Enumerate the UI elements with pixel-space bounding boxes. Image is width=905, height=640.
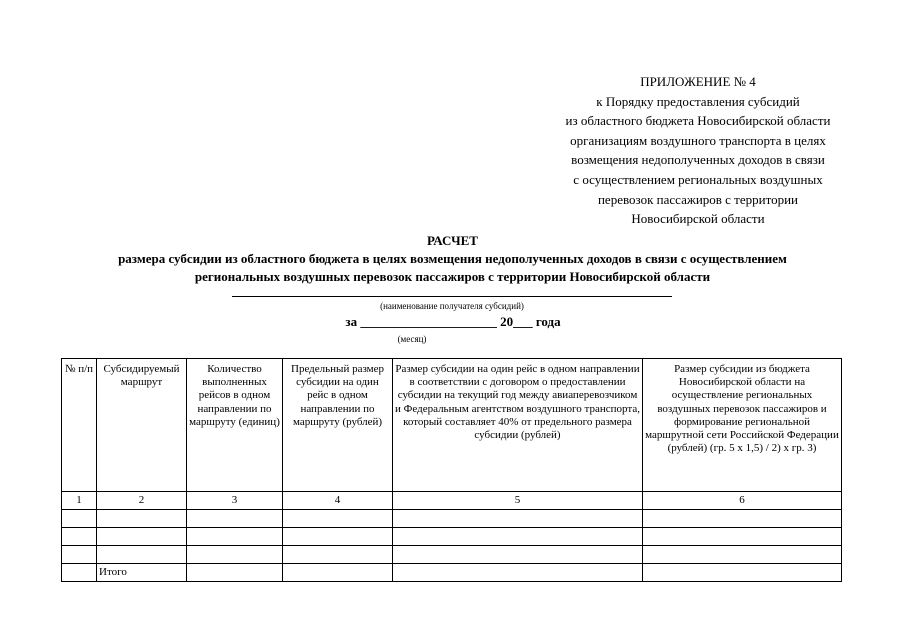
table-cell[interactable] xyxy=(643,510,842,528)
table-cell[interactable] xyxy=(283,546,393,564)
column-number: 2 xyxy=(97,492,187,510)
table-row xyxy=(62,546,842,564)
header-flights-count: Количество выполненных рейсов в одном направлении по маршруту (единиц) xyxy=(187,359,283,492)
appendix-line: из областного бюджета Новосибирской области xyxy=(565,113,831,129)
table-cell[interactable] xyxy=(393,564,643,582)
column-number: 3 xyxy=(187,492,283,510)
document-subtitle-line2: региональных воздушных перевозок пассажиров с территории Новосибирской области xyxy=(194,269,711,284)
header-max-subsidy: Предельный размер субсидии на один рейс в одном направлении по маршруту (рублей) xyxy=(283,359,393,492)
appendix-line: перевозок пассажиров с территории xyxy=(597,191,799,207)
document-subtitle-line1: размера субсидии из областного бюджета в целях возмещения недополученных доходов в связи с осуществлением xyxy=(118,251,787,266)
table-cell[interactable] xyxy=(283,528,393,546)
table-cell[interactable] xyxy=(283,510,393,528)
document-title: РАСЧЕТ xyxy=(427,233,478,248)
recipient-name-line[interactable] xyxy=(232,296,672,297)
column-number: 6 xyxy=(643,492,842,510)
total-label: Итого xyxy=(97,564,187,582)
table-cell[interactable] xyxy=(187,564,283,582)
calculation-table xyxy=(61,358,842,582)
table-row xyxy=(62,528,842,546)
table-cell[interactable] xyxy=(283,564,393,582)
table-cell[interactable] xyxy=(643,528,842,546)
recipient-caption: (наименование получателя субсидий) xyxy=(380,301,524,311)
header-row-number: № п/п xyxy=(62,359,97,492)
header-regional-subsidy: Размер субсидии из бюджета Новосибирской области на осуществление региональных воздушных перевозок пассажиров и формирование региональной маршрутной сети Российской Федерации (рублей) (гр. 5 х 1,5) / 2) х гр. 3) xyxy=(643,359,842,492)
header-contract-subsidy: Размер субсидии на один рейс в одном направлении в соответствии с договором о предоставлении субсидии на текущий год между авиаперевозчиком и Федеральным агентством воздушного транспорта, который составляет 40% от предельного размера субсидии (рублей) xyxy=(393,359,643,492)
month-caption: (месяц) xyxy=(397,334,427,344)
appendix-title: ПРИЛОЖЕНИЕ № 4 xyxy=(640,74,756,89)
period-line: за _____________________ 20___ года xyxy=(345,314,561,329)
table-cell[interactable] xyxy=(62,510,97,528)
table-cell[interactable] xyxy=(62,564,97,582)
appendix-block xyxy=(540,72,856,229)
table-cell[interactable] xyxy=(187,546,283,564)
appendix-line: к Порядку предоставления субсидий xyxy=(596,93,800,109)
header-route: Субсидируемый маршрут xyxy=(97,359,187,492)
table-cell[interactable] xyxy=(187,510,283,528)
column-number: 4 xyxy=(283,492,393,510)
column-number: 5 xyxy=(393,492,643,510)
table-row xyxy=(62,510,842,528)
table-cell[interactable] xyxy=(62,528,97,546)
column-number: 1 xyxy=(62,492,97,510)
table-cell[interactable] xyxy=(62,546,97,564)
total-row xyxy=(62,564,842,582)
table-header-row xyxy=(62,359,842,492)
appendix-line: организациям воздушного транспорта в целях xyxy=(570,132,826,148)
table-cell[interactable] xyxy=(97,546,187,564)
table-cell[interactable] xyxy=(187,528,283,546)
document-heading xyxy=(40,232,865,286)
appendix-line: с осуществлением региональных воздушных xyxy=(573,171,823,187)
table-cell[interactable] xyxy=(643,564,842,582)
appendix-line: возмещения недополученных доходов в связи xyxy=(571,152,825,168)
table-cell[interactable] xyxy=(393,510,643,528)
table-cell[interactable] xyxy=(97,528,187,546)
appendix-line: Новосибирской области xyxy=(631,211,765,227)
table-cell[interactable] xyxy=(393,528,643,546)
column-numbers-row xyxy=(62,492,842,510)
table-cell[interactable] xyxy=(643,546,842,564)
table-cell[interactable] xyxy=(393,546,643,564)
table-cell[interactable] xyxy=(97,510,187,528)
